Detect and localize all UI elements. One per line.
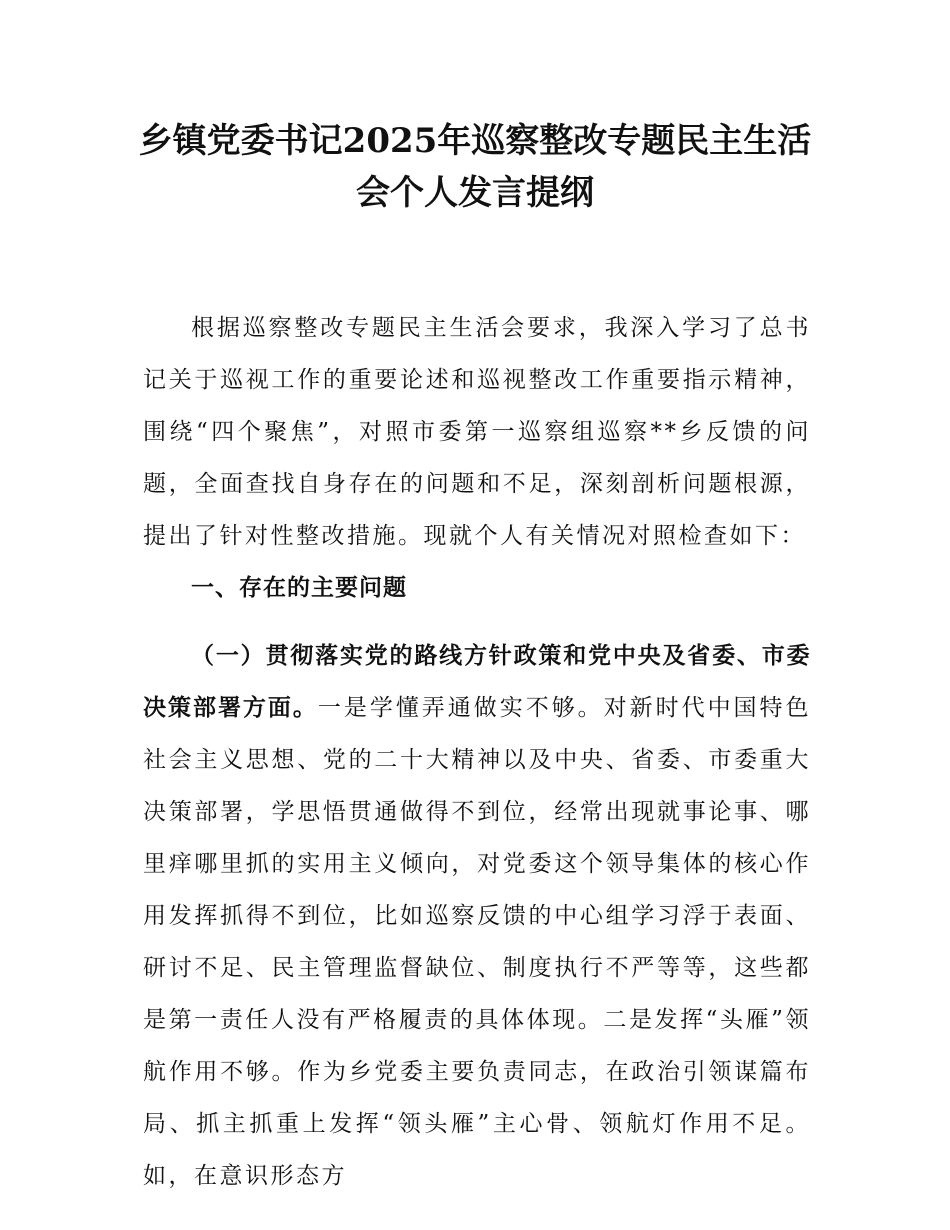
section-1-sub-1-lead: （一）贯彻落实党的路线方针政策和党中央及省委、市委决策部署方面。: [143, 643, 811, 721]
section-1-paragraph-1: [143, 630, 811, 1202]
section-1-sub-1-body: 一是学懂弄通做实不够。对新时代中国特色社会主义思想、党的二十大精神以及中央、省委、市委重大决策部署，学思悟贯通做得不到位，经常出现就事论事、哪里痒哪里抓的实用主义倾向，对党委这个领导集体的核心作用发挥抓得不到位，比如巡察反馈的中心组学习浮于表面、研讨不足、民主管理监督缺位、制度执行不严等等，这些都是第一责任人没有严格履责的具体体现。二是发挥“头雁”领航作用不够。作为乡党委主要负责同志，在政治引领谋篇布局、抓主抓重上发挥“领头雁”主心骨、领航灯作用不足。如，在意识形态方: [143, 695, 812, 1189]
document-title-line-2: 会个人发言提纲: [356, 173, 594, 213]
section-1-heading: 一、存在的主要问题: [191, 575, 407, 601]
document-title-line-1: 乡镇党委书记2025年巡察整改专题民主生活: [138, 121, 812, 161]
intro-paragraph: 根据巡察整改专题民主生活会要求，我深入学习了总书记关于巡视工作的重要论述和巡视整改工作重要指示精神，围绕“四个聚焦”，对照市委第一巡察组巡察**乡反馈的问题，全面查找自身存在的问题和不足，深刻剖析问题根源，提出了针对性整改措施。现就个人有关情况对照检查如下：: [143, 315, 811, 549]
